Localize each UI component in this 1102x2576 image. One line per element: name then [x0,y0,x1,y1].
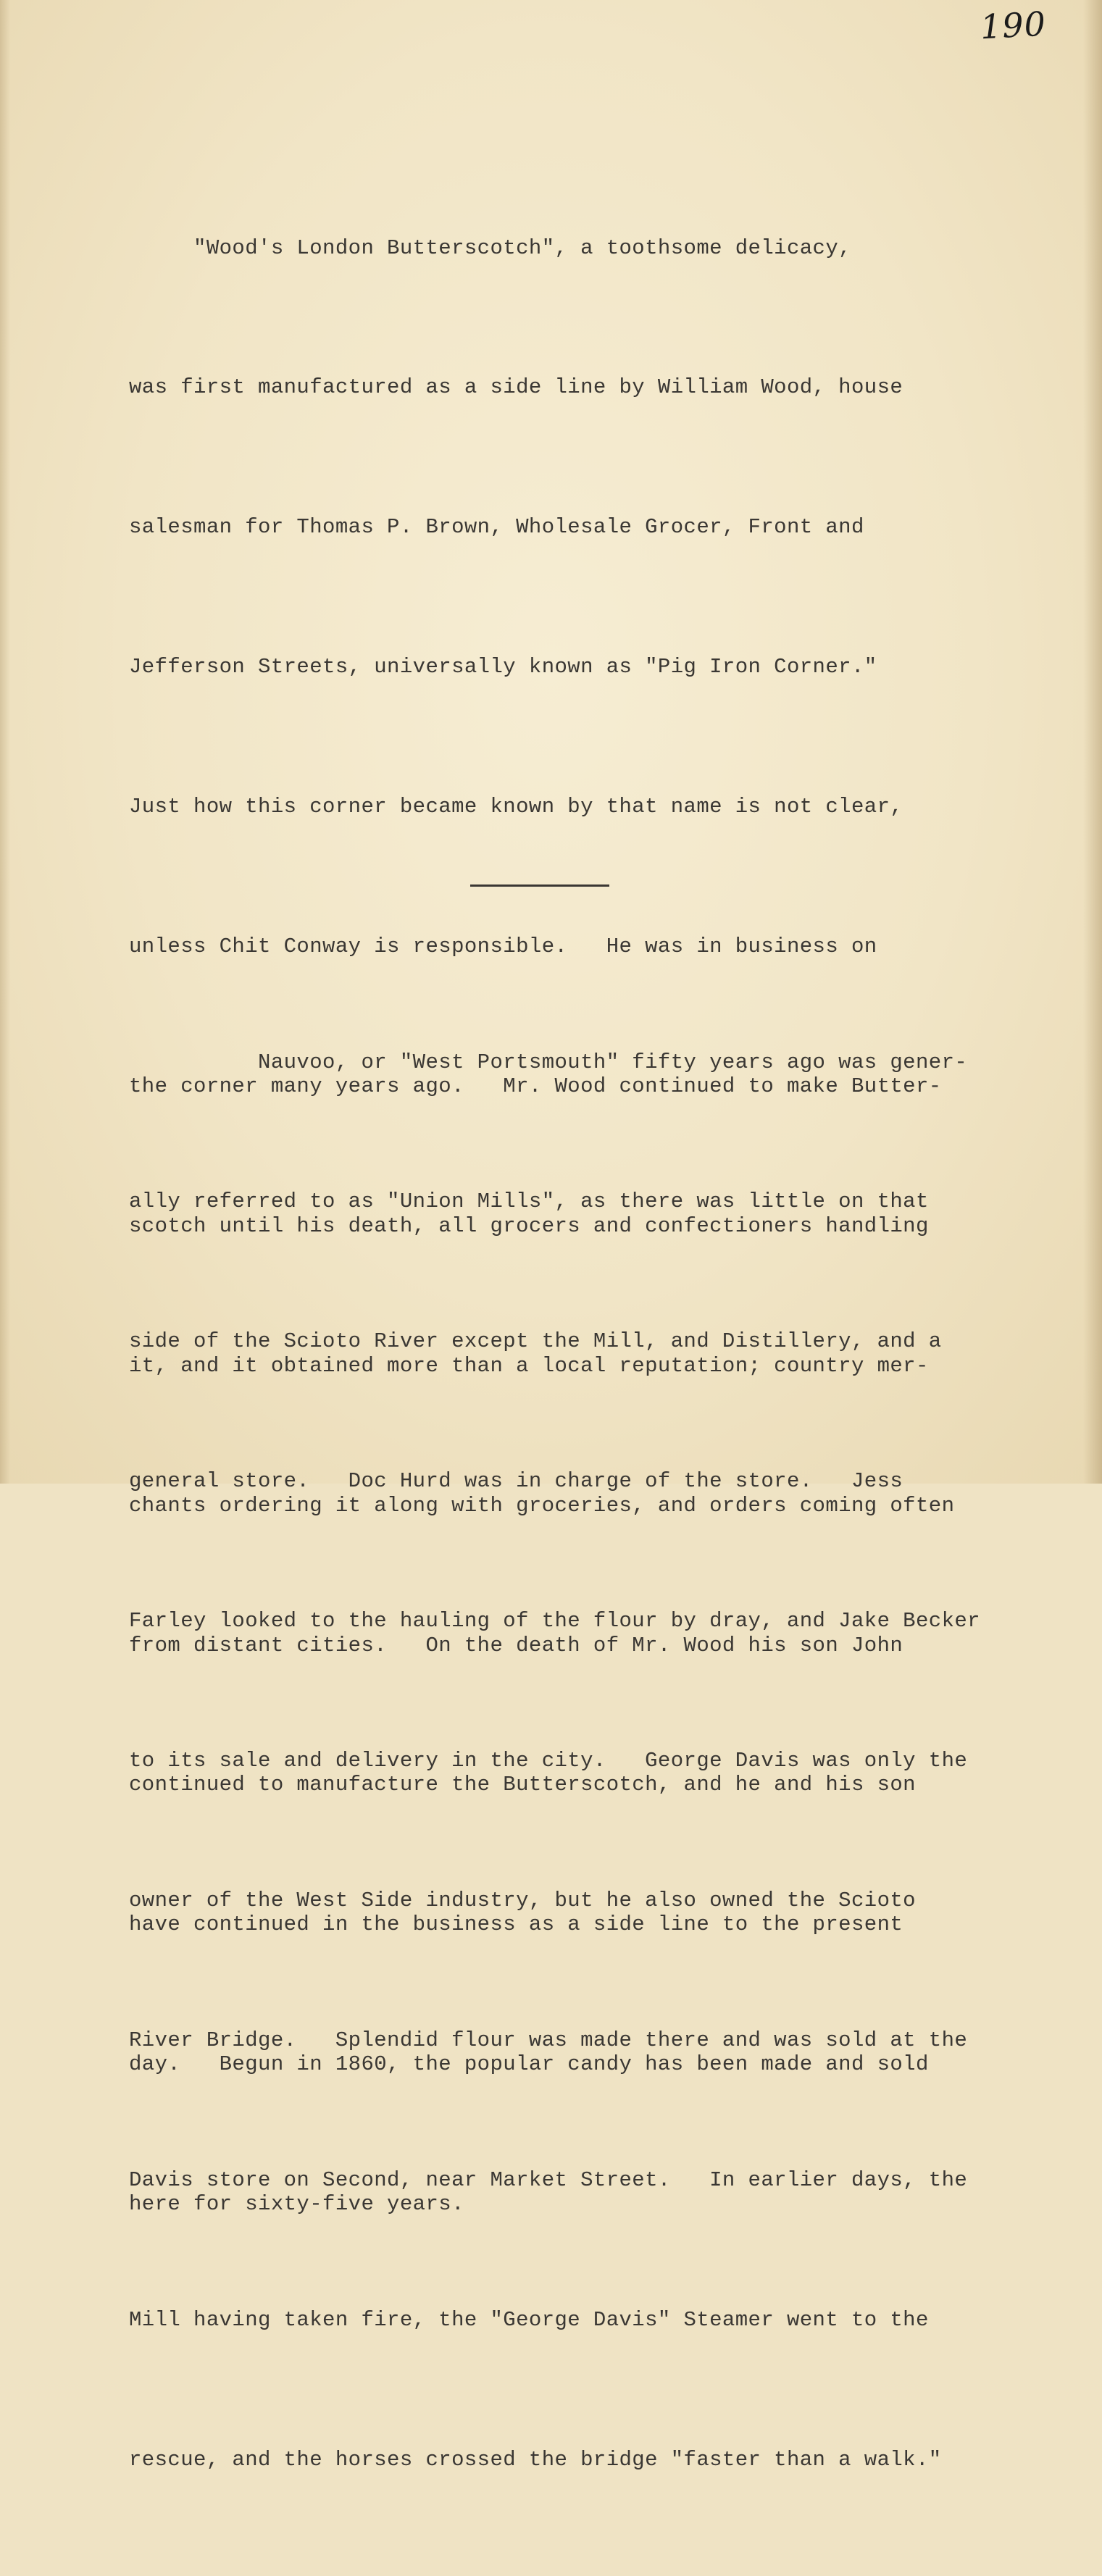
text-line: chants ordering it along with groceries, and orders coming often [129,1493,955,1518]
text-line: from distant cities. On the death of Mr. Wood his son John [129,1633,903,1657]
section-divider [470,885,609,887]
text-line: unless Chit Conway is responsible. He was in business on [129,934,877,959]
paper-edge-left [0,0,10,1484]
paragraph-nauvoo [129,946,1049,2576]
text-line: Jefferson Streets, universally known as "Pig Iron Corner." [129,655,877,679]
text-line: Mill having taken fire, the "George Davis" Steamer went to the [129,2307,929,2332]
text-line: "Wood's London Butterscotch", a toothsome delicacy, [129,235,851,260]
text-line: have continued in the business as a side line to the present [129,1912,903,1937]
text-line: continued to manufacture the Butterscotch, and he and his son [129,1773,916,1797]
handwritten-page-number: 190 [979,4,1048,47]
text-line: owner of the West Side industry, but he also owned the Scioto [129,1888,916,1912]
text-line: scotch until his death, all grocers and confectioners handling [129,1213,929,1238]
text-line: day. Begun in 1860, the popular candy has been made and sold [129,2052,929,2077]
text-line: side of the Scioto River except the Mill, and Distillery, and a [129,1329,942,1354]
text-line: general store. Doc Hurd was in charge of the store. Jess [129,1469,903,1494]
text-line: Just how this corner became known by that name is not clear, [129,795,903,819]
text-line: River Bridge. Splendid flour was made there and was sold at the [129,2028,968,2052]
paper-edge-right [1083,0,1102,1484]
text-line: ally referred to as "Union Mills", as there was little on that [129,1189,929,1214]
text-line: it, and it obtained more than a local reputation; country mer- [129,1353,929,1378]
text-line: Nauvoo, or "West Portsmouth" fifty years ago was gener- [129,1050,968,1074]
text-line: was first manufactured as a side line by William Wood, house [129,375,903,400]
text-line: here for sixty-five years. [129,2192,464,2217]
text-line: Davis store on Second, near Market Street. In earlier days, the [129,2167,968,2192]
text-line: the corner many years ago. Mr. Wood continued to make Butter- [129,1074,942,1098]
text-line: to its sale and delivery in the city. George Davis was only the [129,1749,968,1773]
text-line: Farley looked to the hauling of the flour by dray, and Jake Becker [129,1609,980,1634]
text-line: salesman for Thomas P. Brown, Wholesale Grocer, Front and [129,515,864,540]
text-line: rescue, and the horses crossed the bridge "faster than a walk." [129,2447,942,2472]
